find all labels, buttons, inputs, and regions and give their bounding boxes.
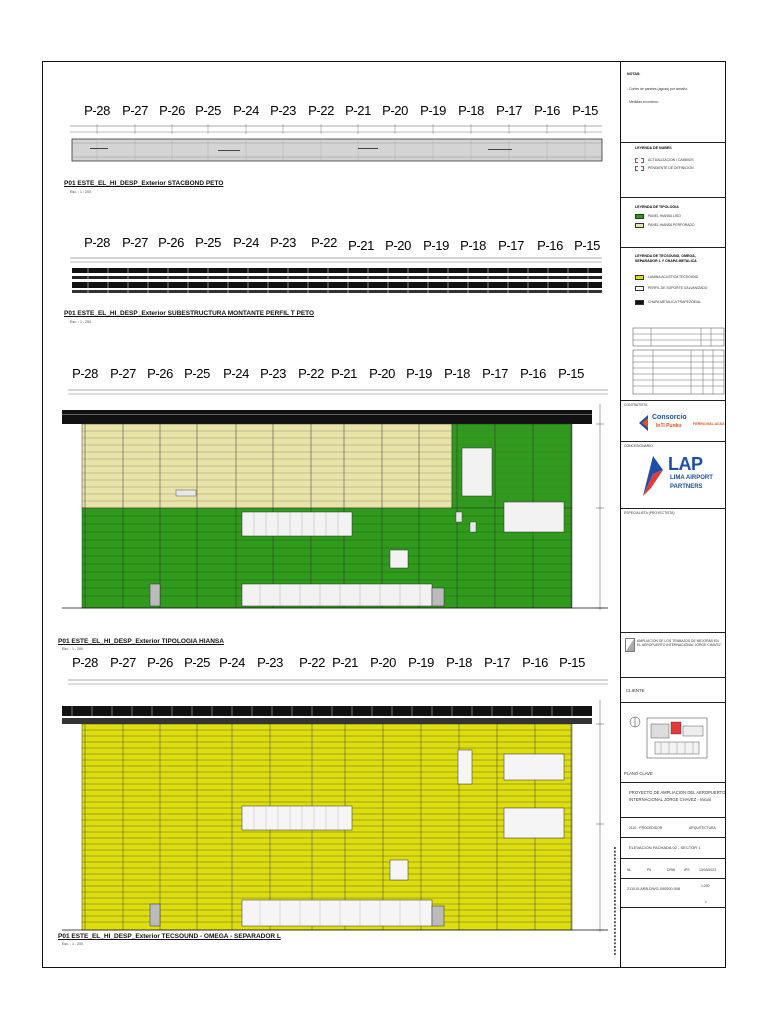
- project-title-line-2: INTERNACIONAL JORGE CHAVEZ - Inicial: [629, 797, 711, 802]
- concesionario-label: CONCESIONARIO: [624, 444, 653, 448]
- divider: [621, 702, 726, 703]
- pier-label: P-16: [534, 103, 560, 118]
- consorcio-logo-mark: [639, 414, 651, 432]
- lap-logo-subtext-1: LIMA AIRPORT: [670, 475, 713, 481]
- elevation-tecsound: [60, 674, 612, 934]
- legend-swatch-green: [635, 214, 644, 219]
- pier-label: P-22: [308, 103, 334, 118]
- drawing-title: ELEVACION FACHADA 02 - SECTOR 1: [629, 845, 701, 850]
- note-line: - Cortes de paneles (aguas) por tamaño.: [627, 87, 689, 91]
- pier-label: P-22: [311, 235, 337, 250]
- pier-label: P-25: [195, 235, 221, 250]
- elevation-stacbond: [68, 120, 604, 180]
- divider: [621, 858, 726, 859]
- pier-label: P-27: [122, 103, 148, 118]
- pier-label: P-15: [558, 366, 584, 381]
- legend-item: LAMINA ACUSTICA TECSOUND: [648, 275, 699, 279]
- pier-label: P-20: [385, 238, 411, 253]
- pier-label: P-25: [195, 103, 221, 118]
- cliente-label: CLIENTE: [626, 688, 645, 693]
- pier-label: P-23: [260, 366, 286, 381]
- pier-label: P-26: [147, 655, 173, 670]
- pier-label: P-17: [498, 238, 524, 253]
- view-scale: Esc. : 1 : 200: [62, 647, 83, 651]
- pier-label: P-28: [72, 366, 98, 381]
- pier-labels-view-2: [0, 236, 620, 256]
- cell-value: P0: [647, 868, 652, 872]
- view-scale: Esc. : 1 : 200: [62, 942, 83, 946]
- plano-clave-label: PLANO CLAVE: [624, 771, 653, 776]
- pier-label: P-21: [331, 366, 357, 381]
- fase-value: 2110 - PROCEDIDOR: [629, 826, 663, 830]
- pier-label: P-24: [233, 235, 259, 250]
- pier-label: P-22: [298, 366, 324, 381]
- legend-swatch: [635, 158, 644, 163]
- pier-label: P-28: [72, 655, 98, 670]
- elevation-tipologia: [60, 384, 612, 612]
- pier-label: P-23: [257, 655, 283, 670]
- pier-label: P-28: [84, 235, 110, 250]
- pier-label: P-21: [348, 238, 374, 253]
- legend-swatch-straw: [635, 223, 644, 228]
- cell-value: NL: [627, 868, 632, 872]
- especialista-label: ESPECIALISTA (PROYECTISTA): [624, 511, 675, 515]
- pier-label: P-27: [110, 655, 136, 670]
- pier-label: P-18: [458, 103, 484, 118]
- pier-label: P-16: [522, 655, 548, 670]
- consorcio-logo-text: Consorcio: [652, 414, 687, 421]
- divider: [621, 878, 726, 879]
- legend-item: PANEL HIANSA PERFORADO: [648, 223, 695, 227]
- pier-label: P-27: [110, 366, 136, 381]
- legend-item: PENDIENTE DE DEFINICION: [648, 166, 694, 170]
- view-title: P01 ESTE_EL_HI_DESP_Exterior SUBESTRUCTURA MONTANTE PERFIL T PETO: [64, 310, 315, 317]
- pier-label: P-24: [219, 655, 245, 670]
- pier-label: P-22: [299, 655, 325, 670]
- divider: [621, 400, 726, 401]
- cell-value: 13/03/2023: [699, 868, 716, 872]
- pier-label: P-28: [84, 103, 110, 118]
- view-title: P01 ESTE_EL_HI_DESP_Exterior STACBOND PETO: [64, 180, 224, 187]
- pier-label: P-26: [159, 103, 185, 118]
- project-title-line-1: PROYECTO DE AMPLIACION DEL AEROPUERTO: [629, 790, 726, 795]
- pier-label: P-19: [408, 655, 434, 670]
- divider: [621, 907, 726, 908]
- especialidad-value: ARQUITECTURA: [689, 826, 716, 830]
- elevation-subestructura: [68, 254, 604, 304]
- contratista-label: CONTRATISTA: [624, 403, 648, 407]
- pier-label: P-23: [270, 103, 296, 118]
- legend-swatch-black: [635, 300, 644, 305]
- pier-labels-view-4: [0, 656, 620, 676]
- pier-label: P-21: [332, 655, 358, 670]
- pier-label: P-17: [484, 655, 510, 670]
- divider: [621, 247, 726, 248]
- vertical-stamp: ■ ■ ■ ■ ■ ■ ■ ■ ■ ■ ■ ■ ■ ■ ■ ■ ■ ■ ■ ■ ■ ■ ■ ■ ■ ■ ■ ■ ■ ■ ■: [612, 846, 617, 955]
- pier-label: P-25: [184, 655, 210, 670]
- pier-label: P-18: [444, 366, 470, 381]
- divider: [621, 142, 726, 143]
- legend-swatch-yellow: [635, 275, 644, 280]
- divider: [621, 677, 726, 678]
- title-block: [620, 62, 725, 967]
- legend-swatch-line: [635, 286, 644, 291]
- legend-item: ACTUALIZACION / CAMBIOS: [648, 158, 694, 162]
- pier-label: P-19: [406, 366, 432, 381]
- drawing-number: 2110-B-ARB-DWG-000000-008: [627, 887, 681, 891]
- pier-label: P-20: [370, 655, 396, 670]
- key-plan: [625, 708, 722, 776]
- pier-label: P-20: [382, 103, 408, 118]
- legend-tecsound-heading: LEYENDA DE TECSOUND, OMEGA, SEPARADOR L Y CHAPA METALICA: [635, 254, 697, 263]
- project-description: AMPLIACION DE LOS TRABAJOS DE MEJORAS EN EL AEROPUERTO INTERNACIONAL JORGE CHAVEZ: [637, 639, 721, 647]
- pier-label: P-15: [574, 238, 600, 253]
- pier-label: P-27: [122, 235, 148, 250]
- scale-value: 1:200: [701, 884, 710, 888]
- project-stamp-icon: [625, 638, 635, 652]
- note-line: - Medidas en metros.: [627, 100, 659, 104]
- lap-logo-text: LAP: [668, 454, 703, 474]
- divider: [621, 837, 726, 838]
- divider: [621, 508, 726, 509]
- legend-item: CHAPA METALICA TRAPEZOIDAL: [648, 300, 702, 304]
- pier-label: P-18: [446, 655, 472, 670]
- legend-nubes-heading: LEYENDA DE NUBES: [635, 146, 672, 150]
- pier-label: P-15: [559, 655, 585, 670]
- pier-label: P-16: [537, 238, 563, 253]
- pier-label: P-18: [460, 238, 486, 253]
- pier-label: P-23: [270, 235, 296, 250]
- divider: [621, 441, 726, 442]
- ferrovial-label: FERROVIAL ACSA: [693, 422, 725, 426]
- pier-label: P-16: [520, 366, 546, 381]
- legend-swatch: [635, 166, 644, 171]
- pier-label: P-17: [496, 103, 522, 118]
- legend-item: PANEL HIANSA LISO: [648, 214, 681, 218]
- legend-tipologia-heading: LEYENDA DE TIPOLOGIA: [635, 205, 679, 209]
- view-title: P01 ESTE_EL_HI_DESP_Exterior TECSOUND - OMEGA - SEPARADOR L: [58, 933, 281, 940]
- pier-label: P-26: [147, 366, 173, 381]
- divider: [621, 817, 726, 818]
- pier-label: P-24: [233, 103, 259, 118]
- cell-value: DRW: [667, 868, 676, 872]
- pier-label: P-19: [423, 238, 449, 253]
- divider: [621, 197, 726, 198]
- sheet-number: 1: [705, 900, 707, 904]
- pier-label: P-26: [158, 235, 184, 250]
- pier-label: P-17: [482, 366, 508, 381]
- view-title: P01 ESTE_EL_HI_DESP_Exterior TIPOLOGIA HIANSA: [58, 638, 224, 645]
- legend-item: PERFIL DE SOPORTE GALVANIZADO: [648, 286, 708, 290]
- lap-logo-mark: [641, 454, 667, 498]
- consorcio-logo-subtext: InTi Punku: [656, 423, 682, 429]
- notes-heading: NOTAS:: [627, 72, 641, 76]
- pier-label: P-20: [369, 366, 395, 381]
- revision-table: [621, 326, 726, 396]
- cell-value: IPS: [684, 868, 690, 872]
- pier-label: P-25: [184, 366, 210, 381]
- view-scale: Esc. : 1 : 200: [70, 320, 91, 324]
- divider: [621, 782, 726, 783]
- lap-logo-subtext-2: PARTNERS: [670, 484, 703, 490]
- pier-label: P-24: [223, 366, 249, 381]
- pier-label: P-21: [345, 103, 371, 118]
- pier-label: P-15: [572, 103, 598, 118]
- divider: [621, 632, 726, 633]
- pier-label: P-19: [420, 103, 446, 118]
- view-scale: Esc. : 1 : 200: [70, 190, 91, 194]
